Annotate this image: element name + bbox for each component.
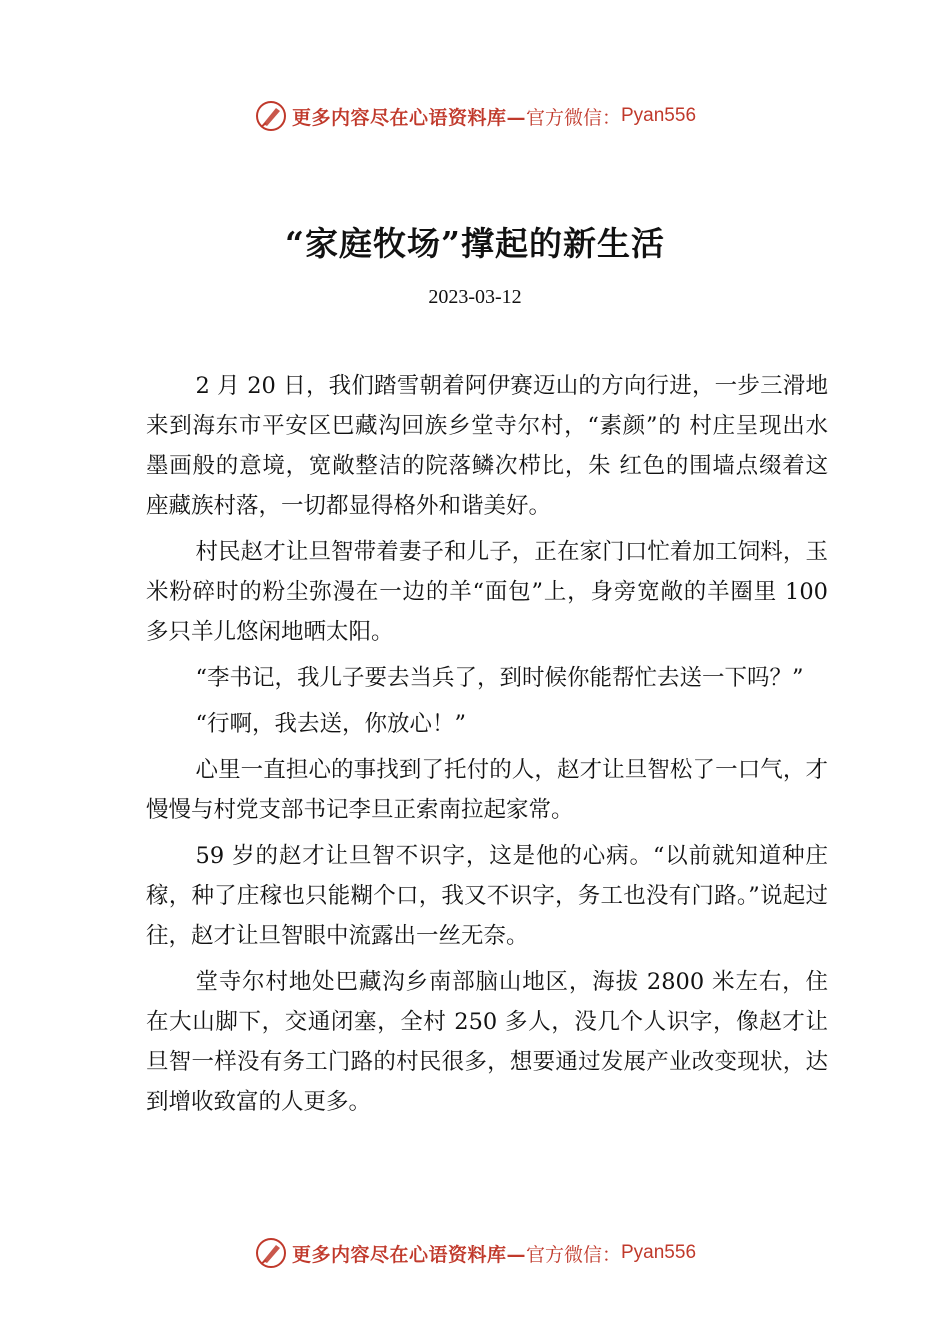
header-banner: [0, 96, 950, 136]
banner-slogan: 更多内容尽在心语资料库—: [291, 1243, 526, 1266]
footer-banner: [0, 1233, 950, 1273]
article-title: “家庭牧场”撑起的新生活: [285, 224, 665, 263]
paragraph: 村民赵才让旦智带着妻子和儿子，正在家门口忙着加工饲料，玉米粉碎时的粉尘弥漫在一边的羊“面包”上，身旁宽敞的羊圈里 100 多只羊儿悠闲地晒太阳。: [146, 539, 828, 645]
article-date: 2023-03-12: [428, 286, 522, 308]
paragraph: 2 月 20 日，我们踏雪朝着阿伊赛迈山的方向行进，一步三滑地来到海东市平安区巴藏沟回族乡堂寺尔村，“素颜”的 村庄呈现出水墨画般的意境，宽敞整洁的院落鳞次栉比，朱 红色的围墙点缀着这座藏族村落，一切都显得格外和谐美好。: [146, 373, 828, 519]
paragraph: 堂寺尔村地处巴藏沟乡南部脑山地区，海拔 2800 米左右，住在大山脚下，交通闭塞，全村 250 多人，没几个人识字，像赵才让旦智一样没有务工门路的村民很多，想要通过发展产业改变现状，达到增收致富的人更多。: [146, 969, 828, 1115]
quill-pen-logo-icon: [254, 99, 288, 133]
banner-slogan: 更多内容尽在心语资料库—: [291, 106, 526, 129]
paragraph: 心里一直担心的事找到了托付的人，赵才让旦智松了一口气，才慢慢与村党支部书记李旦正索南拉起家常。: [146, 757, 828, 823]
paragraph: 59 岁的赵才让旦智不识字，这是他的心病。“以前就知道种庄稼，种了庄稼也只能糊个口，我又不识字，务工也没有门路。”说起过往，赵才让旦智眼中流露出一丝无奈。: [146, 843, 828, 949]
paragraph: “李书记，我儿子要去当兵了，到时候你能帮忙去送一下吗？”: [195, 665, 804, 691]
paragraph: “行啊，我去送，你放心！”: [195, 711, 467, 737]
banner-wechat-label: 官方微信：: [525, 106, 621, 129]
quill-pen-logo-icon: [254, 1236, 288, 1270]
banner-wechat-id: Pyan556: [621, 1242, 697, 1263]
banner-wechat-id: Pyan556: [621, 105, 697, 126]
banner-wechat-label: 官方微信：: [525, 1243, 621, 1266]
article-body: [146, 366, 828, 1128]
